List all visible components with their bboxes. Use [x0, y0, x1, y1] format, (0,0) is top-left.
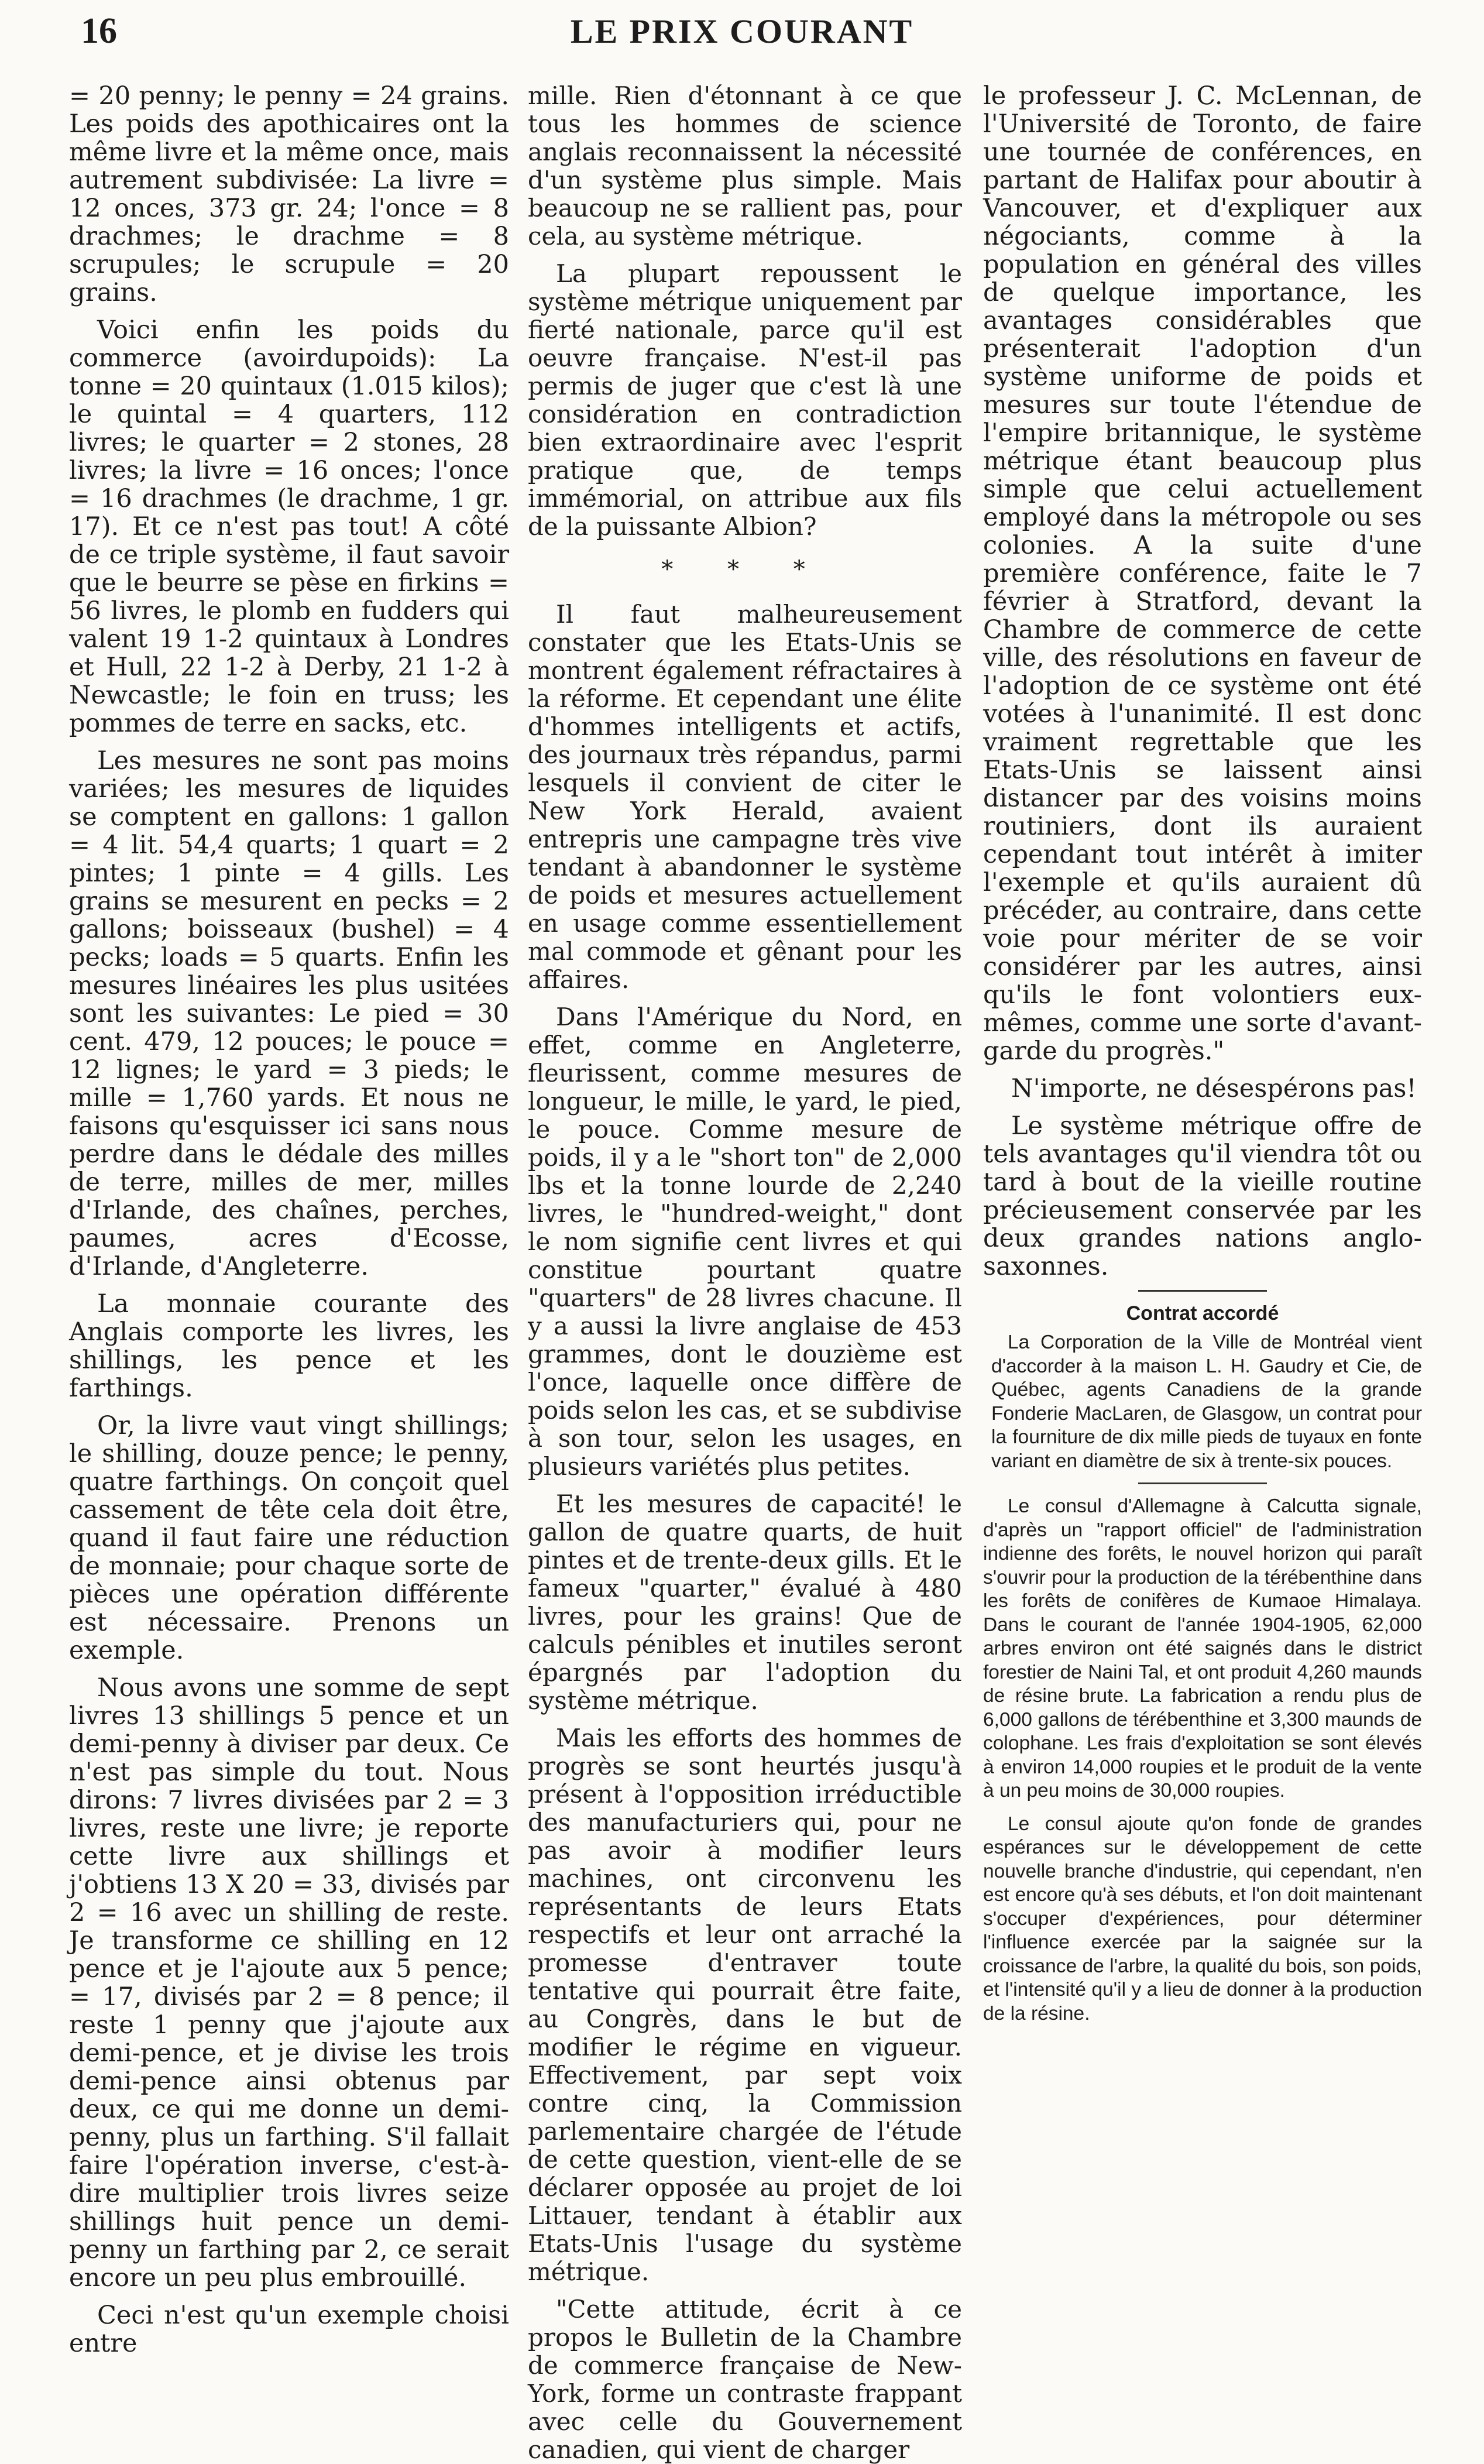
paragraph: La monnaie courante des Anglais comporte les livres, les shillings, les pence et les farthings. [69, 1289, 509, 1403]
consul-paragraph: Le consul ajoute qu'on fonde de grandes espérances sur le développement de cette nouvelle branche d'industrie, qui cependant, n'en est encore qu'à ses débuts, et l'on doit maintenant s'occuper d'expériences, pour déterminer l'influence exercée par la saignée sur la croissance de l'arbre, la qualité du bois, son poids, et l'intensité qu'il y a lieu de donner à la production de la résine. [983, 1813, 1422, 2024]
paragraph: Mais les efforts des hommes de progrès se sont heurtés jusqu'à présent à l'opposition irréductible des manufacturiers qui, pour ne pas avoir à modifier leurs machines, ont circonvenu les représentants de leurs Etats respectifs et leur ont arraché la promesse d'entraver toute tentative qui pourrait être faite, au Congrès, dans le but de modifier le régime en vigueur. Effectivement, par sept voix contre cinq, la Commission parlementaire chargée de l'étude de cette question, vient-elle de se déclarer opposée au projet de loi Littauer, tendant à établir aux Etats-Unis l'usage du système métrique. [528, 1724, 962, 2286]
paragraph: Nous avons une somme de sept livres 13 shillings 5 pence et un demi-penny à diviser par deux. Ce n'est pas simple du tout. Nous dirons: 7 livres divisées par 2 = 3 livres, reste une livre; je reporte cette livre aux shillings et j'obtiens 13 X 20 = 33, divisés par 2 = 16 avec un shilling de reste. Je transforme ce shilling en 12 pence et je l'ajoute aux 5 pence; = 17, divisés par 2 = 8 pence; il reste 1 penny que j'ajoute aux demi-pence, et je divise les trois demi-pence ainsi obtenus par deux, ce qui me donne un demi-penny, plus un farthing. S'il fallait faire l'opération inverse, c'est-à-dire multiplier trois livres seize shillings huit pence un demi-penny un farthing par 2, ce serait encore un peu plus embrouillé. [69, 1673, 509, 2293]
paragraph: Ceci n'est qu'un exemple choisi entre [69, 2301, 509, 2358]
paragraph: Or, la livre vaut vingt shillings; le shilling, douze pence; le penny, quatre farthings. On conçoit quel cassement de tête cela doit être, quand il faut faire une réduction de monnaie; pour chaque sorte de pièces une opération différente est nécessaire. Prenons un exemple. [69, 1411, 509, 1665]
contrat-text: La Corporation de la Ville de Montréal vient d'accorder à la maison L. H. Gaudry et Cie, de Québec, agents Canadiens de la grande Fonderie MacLaren, de Glasgow, un contrat pour la fourniture de dix mille pieds de tuyaux en fonte variant en diamètre de six à trente-six pouces. [991, 1331, 1422, 1472]
paragraph: N'importe, ne désespérons pas! [1011, 1074, 1417, 1103]
journal-title: LE PRIX COURANT [570, 12, 914, 50]
paragraph: La plupart repoussent le système métrique uniquement par fierté nationale, parce qu'il est oeuvre française. N'est-il pas permis de juger que c'est là une considération en contradiction bien extraordinaire avec l'esprit pratique que, de temps immémorial, on attribue aux fils de la puissante Albion? [528, 259, 962, 541]
paragraph: Le système métrique offre de tels avantages qu'il viendra tôt ou tard à bout de la vieille routine précieusement conservée par les deux grandes nations anglo-saxonnes. [983, 1111, 1422, 1281]
divider [1138, 1290, 1267, 1292]
section-separator: * * * [661, 556, 829, 583]
paragraph: = 20 penny; le penny = 24 grains. Les poids des apothicaires ont la même livre et la même once, mais autrement subdivisée: La livre = 12 onces, 373 gr. 24; l'once = 8 drachmes; le drachme = 8 scrupules; le scrupule = 20 grains. [69, 81, 509, 307]
paragraph: Il faut malheureusement constater que les Etats-Unis se montrent également réfractaires à la réforme. Et cependant une élite d'hommes intelligents et actifs, des journaux très répandus, parmi lesquels il convient de citer le New York Herald, avaient entrepris une campagne très vive tendant à abandonner le système de poids et mesures actuellement en usage comme essentiellement mal commode et gênant pour les affaires. [528, 600, 962, 994]
column-2 [528, 81, 962, 2464]
paragraph: mille. Rien d'étonnant à ce que tous les hommes de science anglais reconnaissent la nécessité d'un système plus simple. Mais beaucoup ne se rallient pas, pour cela, au système métrique. [528, 81, 962, 250]
page-header [0, 0, 1484, 88]
paragraph: Les mesures ne sont pas moins variées; les mesures de liquides se comptent en gallons: 1 gallon = 4 lit. 54,4 quarts; 1 quart = 2 pintes; 1 pinte = 4 gills. Les grains se mesurent en pecks = 2 gallons; boisseaux (bushel) = 4 pecks; loads = 5 quarts. Enfin les mesures linéaires les plus usitées sont les suivantes: Le pied = 30 cent. 479, 12 pouces; le pouce = 12 lignes; le yard = 3 pieds; le mille = 1,760 yards. Et nous ne faisons qu'esquisser ici sans nous perdre dans le dédale des milles de terre, milles de mer, milles d'Irlande, des chaînes, perches, paumes, acres d'Ecosse, d'Irlande, d'Angleterre. [69, 746, 509, 1281]
paragraph: Voici enfin les poids du commerce (avoirdupoids): La tonne = 20 quintaux (1.015 kilos); le quintal = 4 quarters, 112 livres; le quarter = 2 stones, 28 livres; la livre = 16 onces; l'once = 16 drachmes (le drachme, 1 gr. 17). Et ce n'est pas tout! A côté de ce triple système, il faut savoir que le beurre se pèse en firkins = 56 livres, le plomb en fudders qui valent 19 1-2 quintaux à Londres et Hull, 22 1-2 à Derby, 21 1-2 à Newcastle; le foin en truss; les pommes de terre en sacks, etc. [69, 315, 509, 738]
column-3 [983, 82, 1422, 2037]
column-1 [69, 81, 509, 2358]
paragraph: Dans l'Amérique du Nord, en effet, comme en Angleterre, fleurissent, comme mesures de longueur, le mille, le yard, le pied, le pouce. Comme mesure de poids, il y a le "short ton" de 2,000 lbs et la tonne lourde de 2,240 livres, le "hundred-weight," dont le nom signifie cent livres et qui constitue pourtant quatre "quarters" de 28 livres chacune. Il y a aussi la livre anglaise de 453 grammes, dont le douzième est l'once, laquelle once diffère de poids selon les cas, et se subdivise à son tour, selon les usages, en plusieurs variétés plus petites. [528, 1003, 962, 1481]
paragraph: Et les mesures de capacité! le gallon de quatre quarts, de huit pintes et de trente-deux gills. Et le fameux "quarter," évalué à 480 livres, pour les grains! Que de calculs pénibles et inutiles seront épargnés par l'adoption du système métrique. [528, 1490, 962, 1715]
paragraph: le professeur J. C. McLennan, de l'Université de Toronto, de faire une tournée de conférences, en partant de Halifax pour aboutir à Vancouver, et d'expliquer aux négociants, comme à la population en général des villes de quelque importance, les avantages considérables que présenterait l'adoption d'un système uniforme de poids et mesures sur toute l'étendue de l'empire britannique, le système métrique étant beaucoup plus simple que celui actuellement employé dans la métropole ou ses colonies. A la suite d'une première conférence, faite le 7 février à Stratford, devant la Chambre de commerce de cette ville, des résolutions en faveur de l'adoption de ce système ont été votées à l'unanimité. Il est donc vraiment regrettable que les Etats-Unis se laissent ainsi distancer par des voisins moins routiniers, dont ils auraient cependant tout intérêt à imiter l'exemple et qu'ils auraient dû précéder, au contraire, dans cette voie pour mériter de se voir considérer par les autres, ainsi qu'ils le font volontiers eux-mêmes, comme une sorte d'avant-garde du progrès." [983, 81, 1422, 1066]
divider [1138, 1482, 1267, 1484]
consul-paragraph: Le consul d'Allemagne à Calcutta signale, d'après un "rapport officiel" de l'administration indienne des forêts, le nouvel horizon qui paraît s'ouvrir pour la production de la térébenthine dans les forêts de conifères de Kumaoe Himalaya. Dans le courant de l'année 1904-1905, 62,000 arbres environ ont été saignés dans le district forestier de Naini Tal, et ont produit 4,260 maunds de résine brute. La fabrication a rendu plus de 6,000 gallons de térébenthine et 3,300 maunds de colophane. Les frais d'exploitation se sont élevés à environ 14,000 roupies et le produit de la vente à un peu moins de 30,000 roupies. [983, 1495, 1422, 1801]
paragraph: "Cette attitude, écrit à ce propos le Bulletin de la Chambre de commerce française de New-York, forme un contraste frappant avec celle du Gouvernement canadien, qui vient de charger [528, 2295, 962, 2464]
page-number: 16 [81, 11, 117, 51]
contrat-heading: Contrat accordé [1126, 1302, 1279, 1324]
